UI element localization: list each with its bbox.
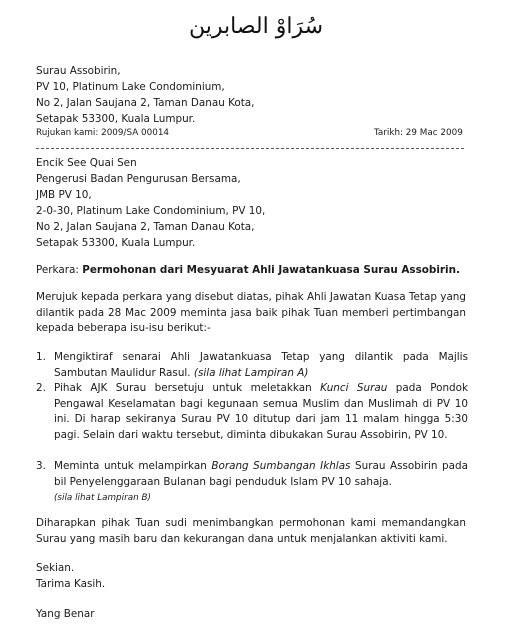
recipient-line-4: 2-0-30, Platinum Lake Condominium, PV 10, [36,205,266,217]
recipient-line-1: Encik See Quai Sen [36,157,137,169]
recipient-line-5: No 2, Jalan Saujana 2, Taman Danau Kota, [36,221,255,233]
list-item-2 [36,381,469,443]
list-item-text-tail: pada Pondok Pengawal Keselamatan bagi kegunaan semua Muslim dan Muslimah di PV 10 ini. Di harap sekiranya Surau PV 10 ditutup dari jam 11 malam hingga 5:30 pagi. Selain dari waktu tersebut, diminta dibukakan Surau Assobirin, PV 10. [54,382,469,441]
recipient-line-2: Pengerusi Badan Pengurusan Bersama, [36,173,241,185]
signoff-yang-benar: Yang Benar [36,608,95,620]
list-item-emphasis: Kunci Surau [320,382,388,394]
recipient-line-6: Setapak 53300, Kuala Lumpur. [36,237,196,249]
letter-date: Tarikh: 29 Mac 2009 [374,128,463,138]
subject-text: Permohonan dari Mesyuarat Ahli Jawatankuasa Surau Assobirin. [82,264,460,276]
list-item-emphasis: Borang Sumbangan Ikhlas [211,460,351,472]
divider [36,148,464,149]
subject-line [36,263,460,278]
list-item-1 [36,350,468,381]
list-item-text: Pihak AJK Surau bersetuju untuk meletakkan [54,382,321,394]
list-item-text: Mengiktiraf senarai Ahli Jawatankuasa Tetap yang dilantik pada Majlis Sambutan Maulidur Rasul. [54,351,468,379]
list-item-text-tail: Surau Assobirin pada bil Penyelenggaraan Bulanan bagi penduduk Islam PV 10 sahaja. [54,460,468,488]
surau-logo: سُرَاوْ الصابرين [188,14,324,39]
sender-line-3: No 2, Jalan Saujana 2, Taman Danau Kota, [36,97,255,109]
list-item-note: (sila lihat Lampiran B) [54,493,151,503]
sender-line-2: PV 10, Platinum Lake Condominium, [36,81,225,93]
closing-paragraph: Diharapkan pihak Tuan sudi menimbangkan permohonan kami memandangkan Surau yang masih baru dan kekurangan dana untuk menjalankan aktiviti kami. [36,517,466,545]
subject-label: Perkara: [36,264,79,276]
signoff-thanks: Tarima Kasih. [36,578,106,590]
list-item-number: 1. [36,351,46,363]
sender-line-4: Setapak 53300, Kuala Lumpur. [36,113,196,125]
list-item-number: 2. [36,382,46,394]
signoff-sekian: Sekian. [36,562,75,574]
sender-line-1: Surau Assobirin, [36,65,121,77]
intro-paragraph: Merujuk kepada perkara yang disebut diatas, pihak Ahli Jawatan Kuasa Tetap yang dilantik pada 28 Mac 2009 meminta jasa baik pihak Tuan memberi pertimbangan kepada beberapa isu-isu berikut:- [36,291,466,334]
list-item-emphasis: (sila lihat Lampiran A) [193,366,309,379]
reference-number: Rujukan kami: 2009/SA 00014 [36,128,170,138]
list-item-number: 3. [36,460,46,472]
list-item-text: Meminta untuk melampirkan [54,460,212,472]
list-item-3 [36,459,468,507]
recipient-line-3: JMB PV 10, [36,189,92,201]
